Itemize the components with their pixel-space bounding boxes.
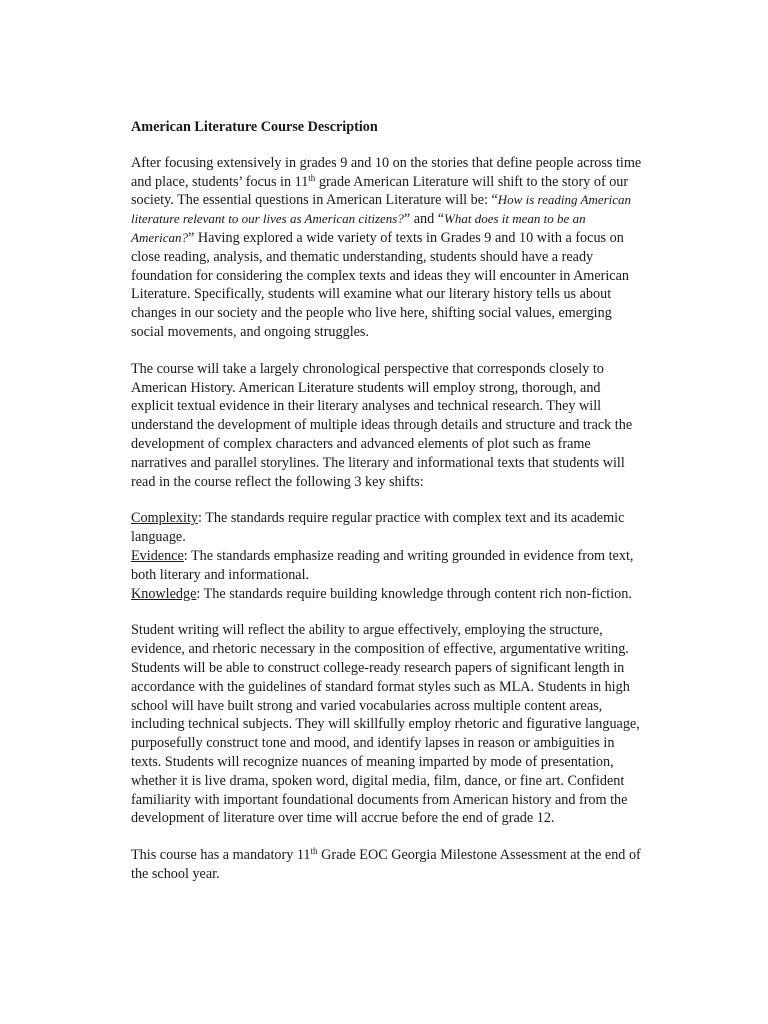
shift-knowledge	[131, 585, 646, 604]
shift-term: Evidence	[131, 547, 184, 564]
intro-text-3: ” and “	[403, 211, 445, 228]
shift-complexity	[131, 509, 646, 547]
shift-evidence	[131, 547, 646, 585]
intro-text-4: ” Having explored a wide variety of texts in Grades 9 and 10 with a focus on close reading, analysis, and thematic understanding, students should have a ready foundation for considering the complex texts and ideas they will encounter in American Literature. Specifically, students will examine what our literary history tells us about changes in our society and the people who live here, shifting social values, emerging social movements, and ongoing struggles.	[131, 229, 629, 340]
assessment-paragraph	[131, 846, 646, 884]
shift-term: Knowledge	[131, 585, 197, 602]
key-shifts-list	[131, 509, 646, 603]
assessment-text-2: Grade EOC Georgia Milestone Assessment at the end of the school year.	[131, 847, 641, 882]
shift-text: : The standards require building knowledge through content rich non-fiction.	[196, 585, 632, 602]
course-perspective-paragraph: The course will take a largely chronological perspective that corresponds closely to American History. American Literature students will employ strong, thorough, and explicit textual evidence in their literary analyses and technical research. They will understand the development of multiple ideas through details and structure and track the development of complex characters and advanced elements of plot such as frame narratives and parallel storylines. The literary and informational texts that students will read in the course reflect the following 3 key shifts:	[131, 360, 633, 490]
shift-text: : The standards emphasize reading and writing grounded in evidence from text, both literary and informational.	[131, 547, 634, 583]
document-title: American Literature Course Description	[131, 119, 378, 135]
assessment-text-1: This course has a mandatory 11	[131, 847, 311, 864]
intro-text-1: After focusing extensively in grades 9 and 10 on the stories that define people across time and place, students’ focus in 11	[131, 154, 642, 190]
essential-question-2: What does it mean to be an American?	[131, 211, 586, 245]
student-writing-paragraph: Student writing will reflect the ability to argue effectively, employing the structure, evidence, and rhetoric necessary in the composition of effective, argumentative writing. Students will be able to construct college-ready research papers of significant length in accordance with the guidelines of standard format styles such as MLA. Students in high school will have built strong and varied vocabularies across multiple content areas, including technical subjects. They will skillfully employ rhetoric and figurative language, purposefully construct tone and mood, and identify lapses in reason or ambiguities in texts. Students will recognize nuances of meaning imparted by mode of presentation, whether it is live drama, spoken word, digital media, film, dance, or fine art. Confident familiarity with important foundational documents from American history and from the development of literature over time will accrue before the end of grade 12.	[131, 622, 640, 827]
document-page	[131, 118, 646, 902]
shift-text: : The standards require regular practice with complex text and its academic language.	[131, 510, 625, 546]
essential-question-1: How is reading American literature relevant to our lives as American citizens?	[131, 192, 632, 227]
intro-text-2: grade American Literature will shift to the story of our society. The essential questions in American Literature will be: “	[131, 173, 629, 209]
intro-superscript: th	[308, 172, 316, 183]
intro-paragraph	[131, 154, 646, 342]
shift-term: Complexity	[131, 510, 198, 527]
assessment-superscript: th	[310, 846, 318, 857]
